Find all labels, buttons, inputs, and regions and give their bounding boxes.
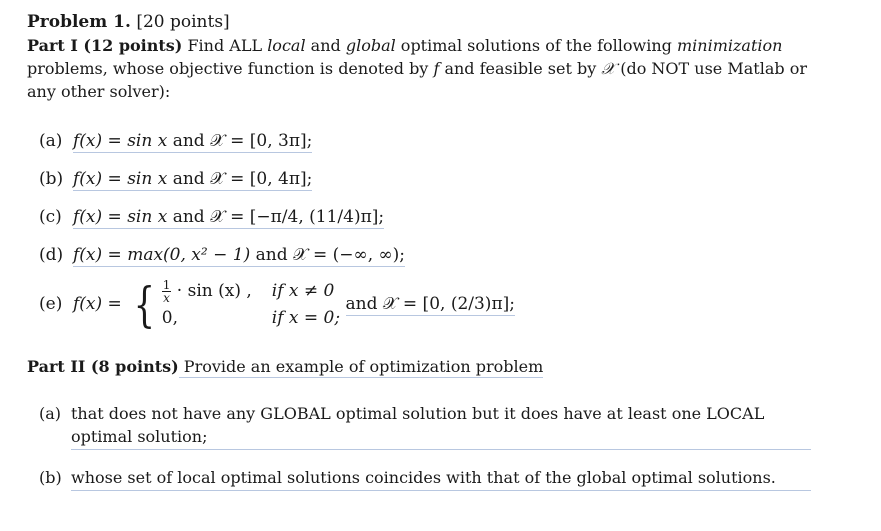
problem-item-b: [39, 167, 847, 191]
problem-number: Problem 1.: [27, 12, 131, 32]
case-1-condition: if x ≠ 0: [271, 281, 335, 301]
part1-global-word: global: [345, 36, 396, 55]
problem-item-e: [39, 276, 847, 333]
problem-title: [27, 10, 847, 34]
piecewise-cases: [162, 279, 340, 330]
case-1-expr-text: · sin (x) ,: [176, 281, 252, 301]
item-feasible-set: 𝒳 = (−∞, ∞);: [292, 245, 406, 265]
item-and: and: [167, 131, 211, 151]
item-and: and: [167, 207, 211, 227]
item-and: and: [345, 294, 383, 314]
item-feasible-set: 𝒳 = [0, 4π];: [210, 169, 313, 189]
fraction: [162, 279, 172, 304]
part1-text: (do NOT use Matlab or any other solver):: [27, 59, 807, 101]
part1-problem-list: [27, 129, 847, 333]
item-label: (a): [39, 404, 62, 423]
part2-item-b: [39, 466, 847, 491]
item-and: and: [167, 169, 211, 189]
part1-text: and feasible set by: [439, 59, 602, 78]
item-label: (e): [39, 294, 63, 314]
item-feasible-set: 𝒳 = [0, 3π];: [210, 131, 313, 151]
part1-local-word: local: [267, 36, 306, 55]
part1-intro: [27, 34, 827, 103]
item-function: f(x) =: [73, 294, 122, 314]
item-label: (c): [39, 207, 62, 227]
item-text: whose set of local optimal solutions coincides with that of the global optimal solutions.: [71, 466, 811, 491]
item-feasible-set: 𝒳 = [0, (2/3)π];: [382, 294, 515, 314]
item-function: f(x) = sin x: [73, 169, 168, 189]
item-label: (b): [39, 468, 62, 487]
problem-item-a: [39, 129, 847, 153]
part2-text: Provide an example of optimization problem: [178, 357, 544, 376]
part1-f-symbol: f: [433, 59, 440, 78]
item-function: f(x) = max(0, x² − 1): [73, 245, 251, 265]
part1-text: and: [305, 36, 346, 55]
piecewise-definition: [129, 276, 341, 333]
part2-intro: [27, 355, 847, 378]
left-brace-symbol: {: [133, 276, 156, 333]
part1-X-symbol: 𝒳: [601, 59, 616, 78]
part2-heading: Part II (8 points): [27, 357, 179, 376]
part1-text: optimal solutions of the following: [395, 36, 677, 55]
part1-text: problems, whose objective function is denoted by: [27, 59, 434, 78]
fraction-denominator: x: [163, 291, 170, 305]
part2-item-list: [39, 402, 847, 491]
problem-item-c: [39, 205, 847, 229]
problem-item-d: [39, 243, 847, 267]
item-and: and: [250, 245, 293, 265]
item-label: (d): [39, 245, 64, 265]
part1-text: Find ALL: [182, 36, 268, 55]
item-feasible-set: 𝒳 = [−π/4, (11/4)π];: [210, 207, 385, 227]
fraction-numerator: 1: [162, 278, 171, 292]
part1-minimization-word: minimization: [676, 36, 783, 55]
part2-item-a: [39, 402, 847, 450]
problem-document: [27, 10, 847, 507]
part1-heading: Part I (12 points): [27, 36, 183, 55]
item-label: (a): [39, 131, 63, 151]
item-text: that does not have any GLOBAL optimal solution but it does have at least one LOCAL optimal solution;: [71, 402, 811, 450]
item-function: f(x) = sin x: [73, 131, 168, 151]
case-2-condition: if x = 0;: [271, 308, 341, 328]
item-label: (b): [39, 169, 64, 189]
problem-points: [20 points]: [136, 12, 230, 32]
item-function: f(x) = sin x: [73, 207, 168, 227]
case-1-expression: [162, 279, 252, 304]
case-2-expression: 0,: [161, 308, 178, 328]
